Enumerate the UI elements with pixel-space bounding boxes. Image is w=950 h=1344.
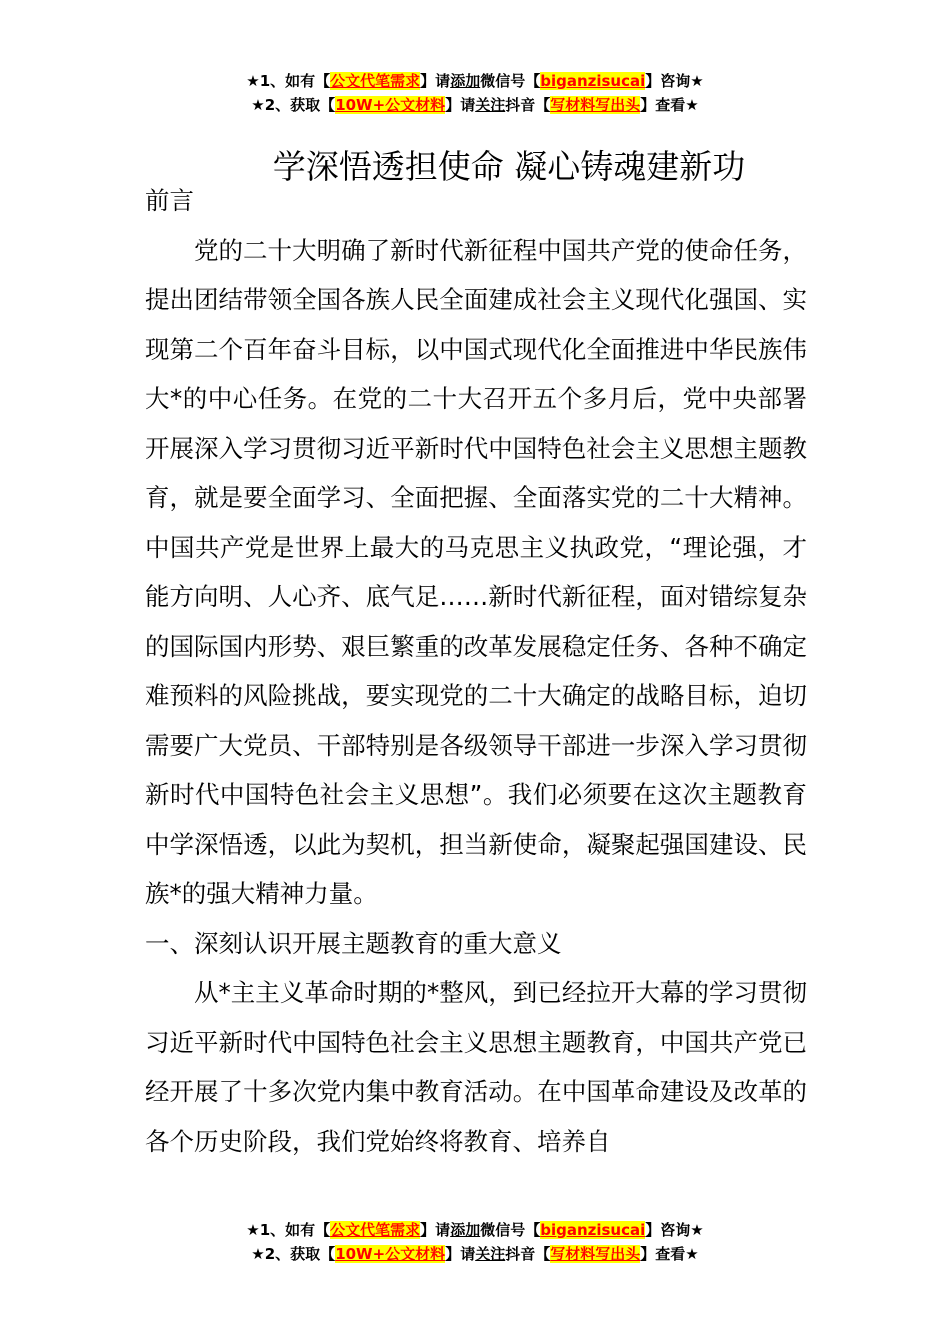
promo-text: 抖音【 (505, 1245, 551, 1263)
section-1-heading: 一、深刻认识开展主题教育的重大意义 (145, 928, 562, 958)
promo-text: ★2、获取【 (251, 96, 336, 114)
promo-line-2 (0, 93, 950, 117)
douyin-account-highlight: 写材料写出头 (550, 96, 641, 114)
promo-underlined-text: 添加 (450, 1221, 481, 1239)
promo-line-2 (0, 1242, 950, 1266)
document-body (145, 176, 807, 1166)
promo-text: 】查看★ (640, 1245, 699, 1263)
promo-text: 】咨询★ (645, 72, 704, 90)
promo-highlight: 公文代笔需求 (330, 72, 421, 90)
paragraph-1: 党的二十大明确了新时代新征程中国共产党的使命任务，提出团结带领全国各族人民全面建成社会主义现代化强国、实现第二个百年奋斗目标，以中国式现代化全面推进中华民族伟大*的中心任务。在党的二十大召开五个多月后，党中央部署开展深入学习贯彻习近平新时代中国特色社会主义思想主题教育，就是要全面学习、全面把握、全面落实党的二十大精神。中国共产党是世界上最大的马克思主义执政党，“理论强，才能方向明、人心齐、底气足……新时代新征程，面对错综复杂的国际国内形势、艰巨繁重的改革发展稳定任务、各种不确定难预料的风险挑战，要实现党的二十大确定的战略目标，迫切需要广大党员、干部特别是各级领导干部进一步深入学习贯彻新时代中国特色社会主义思想”。我们必须要在这次主题教育中学深悟透，以此为契机，担当新使命，凝聚起强国建设、民族*的强大精神力量。 (145, 235, 807, 908)
promo-text: ★2、获取【 (251, 1245, 336, 1263)
footer-promo-banner (0, 1218, 950, 1266)
promo-text: 】请 (420, 1221, 451, 1239)
promo-line-1 (0, 1218, 950, 1242)
promo-underlined-text: 关注 (475, 96, 506, 114)
wechat-id-highlight: biganzisucai (540, 1221, 646, 1239)
paragraph-2: 从*主主义革命时期的*整风，到已经拉开大幕的学习贯彻习近平新时代中国特色社会主义思想主题教育，中国共产党已经开展了十多次党内集中教育活动。在中国革命建设及改革的各个历史阶段，我们党始终将教育、培养自 (145, 978, 807, 1156)
promo-highlight: 公文代笔需求 (330, 1221, 421, 1239)
promo-underlined-text: 添加 (450, 72, 481, 90)
promo-text: 】请 (420, 72, 451, 90)
wechat-id-highlight: biganzisucai (540, 72, 646, 90)
promo-text: 微信号【 (480, 72, 541, 90)
preface-heading: 前言 (145, 186, 194, 215)
promo-text: 抖音【 (505, 96, 551, 114)
header-promo-banner (0, 69, 950, 117)
promo-text: ★1、如有【 (246, 72, 331, 90)
document-title: 学深悟透担使命 凝心铸魂建新功 (272, 147, 746, 187)
promo-text: 】请 (445, 96, 476, 114)
promo-text: 】请 (445, 1245, 476, 1263)
promo-highlight: 10W+公文材料 (335, 96, 446, 114)
promo-line-1 (0, 69, 950, 93)
promo-underlined-text: 关注 (475, 1245, 506, 1263)
promo-text: ★1、如有【 (246, 1221, 331, 1239)
promo-text: 】查看★ (640, 96, 699, 114)
promo-text: 】咨询★ (645, 1221, 704, 1239)
promo-highlight: 10W+公文材料 (335, 1245, 446, 1263)
douyin-account-highlight: 写材料写出头 (550, 1245, 641, 1263)
promo-text: 微信号【 (480, 1221, 541, 1239)
